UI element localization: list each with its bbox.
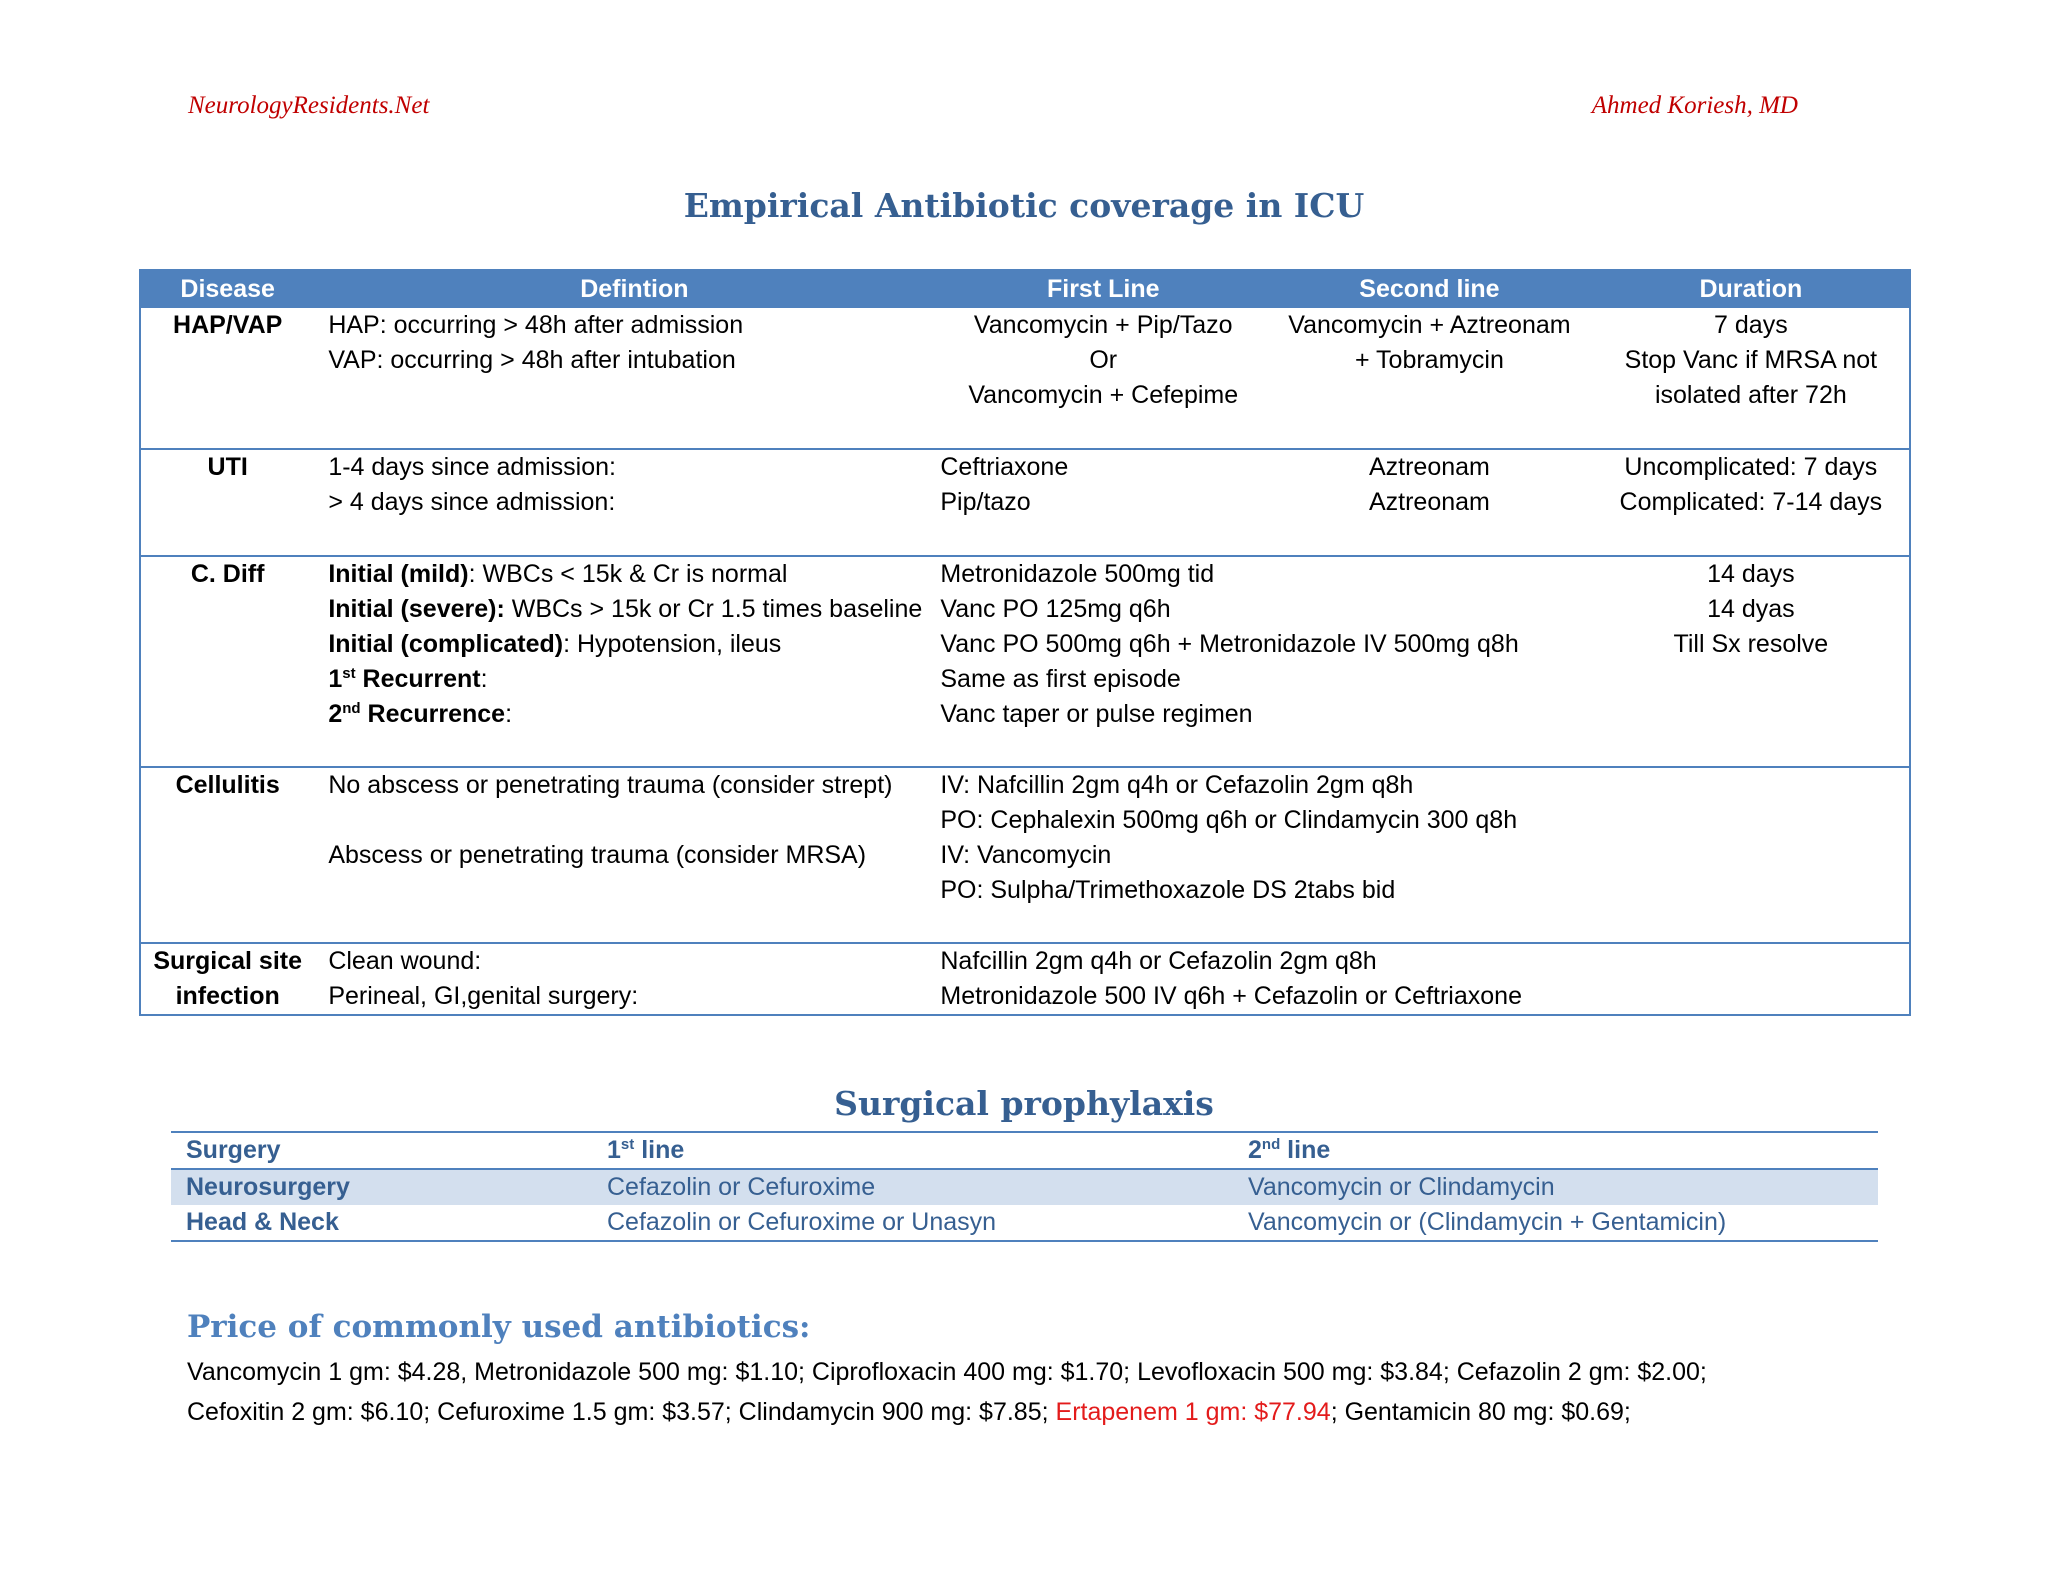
second-line-text: Aztreonam [1368,488,1490,516]
definition-line: > 4 days since admission: [328,488,616,516]
duration-text: Till Sx resolve [1673,630,1829,658]
definition-rest: : [480,665,488,693]
disease-cell: Cellulitis [175,771,280,799]
second-line-text: + Tobramycin [1354,346,1504,374]
surgery-cell: Neurosurgery [171,1169,592,1205]
treatment-line: IV: Nafcillin 2gm q4h or Cefazolin 2gm q8h [940,771,1414,799]
price-highlight: Ertapenem 1 gm: $77.94 [1055,1398,1331,1426]
definition-cell [314,308,940,449]
definition-rest: : Hypotension, ileus [563,630,782,658]
table-row-cellulitis [140,767,1910,943]
duration-cell [1593,943,1910,1015]
treatment-line: Vanc PO 500mg q6h + Metronidazole IV 500mg q8h [940,630,1519,658]
definition-rest: : WBCs < 15k & Cr is normal [468,560,788,588]
disease-cell: UTI [207,453,248,481]
disease-cell: HAP/VAP [173,311,283,339]
duration-text: Stop Vanc if MRSA not [1624,346,1878,374]
treatment-line: PO: Sulpha/Trimethoxazole DS 2tabs bid [940,876,1396,904]
first-line-text: Vancomycin + Cefepime [968,381,1239,409]
ordinal-number: 2 [328,700,343,728]
col-header-surgery: Surgery [171,1132,592,1169]
definition-line: VAP: occurring > 48h after intubation [328,346,736,374]
duration-cell [1593,308,1910,449]
ordinal-number: 1 [328,665,343,693]
definition-cell [314,449,940,556]
treatment-line: Vanc taper or pulse regimen [940,700,1253,728]
ordinal-suffix: nd [1261,1136,1281,1153]
treatment-cell [940,556,1592,767]
duration-cell [1593,449,1910,556]
table-row [171,1169,1878,1205]
price-segment: Cefoxitin 2 gm: $6.10; Cefuroxime 1.5 gm: $3.57; Clindamycin 900 mg: $7.85; [187,1398,1056,1426]
treatment-line: Nafcillin 2gm q4h or Cefazolin 2gm q8h [940,947,1377,975]
duration-text: Uncomplicated: 7 days [1624,453,1878,481]
first-line-cell: Cefazolin or Cefuroxime or Unasyn [607,1208,997,1236]
price-segment: ; Gentamicin 80 mg: $0.69; [1330,1398,1631,1426]
disease-line: Surgical site [153,947,302,975]
ordinal-suffix: st [620,1136,635,1153]
duration-text: isolated after 72h [1654,381,1847,409]
first-line-cell [940,449,1266,556]
prophylaxis-table [171,1131,1878,1242]
table-row-c-diff [140,556,1910,767]
prophylaxis-title: Surgical prophylaxis [834,1084,1214,1123]
disease-cell [140,943,314,1015]
icu-antibiotic-table [139,269,1911,1016]
disease-line: infection [175,982,280,1010]
definition-line: Perineal, GI,genital surgery: [328,982,639,1010]
second-line-cell: Vancomycin or (Clindamycin + Gentamicin) [1248,1208,1727,1236]
header-rest: line [634,1136,685,1164]
treatment-line: Vanc PO 125mg q6h [940,595,1171,623]
second-line-cell [1266,449,1593,556]
definition-bold: Initial (mild) [328,560,469,588]
duration-cell [1593,767,1910,943]
table-row [171,1205,1878,1241]
definition-cell [314,556,940,767]
duration-text: 7 days [1714,311,1788,339]
header-rest: line [1280,1136,1331,1164]
definition-line: 1-4 days since admission: [328,453,616,481]
ordinal-suffix: st [342,665,356,682]
definition-line [328,592,940,627]
definition-bold: Recurrent [355,665,481,693]
author-name: Ahmed Koriesh, MD [1591,92,1798,119]
col-header-first-line [592,1132,1233,1169]
definition-bold: Recurrence [360,700,506,728]
page-title: Empirical Antibiotic coverage in ICU [683,186,1365,225]
first-line-cell: Cefazolin or Cefuroxime [592,1169,1233,1205]
definition-line: Clean wound: [328,947,482,975]
duration-cell [1593,556,1910,767]
definition-line: No abscess or penetrating trauma (consider strept) [328,771,893,799]
definition-rest: : [505,700,513,728]
first-line-text: Ceftriaxone [940,453,1069,481]
definition-line: Abscess or penetrating trauma (consider MRSA) [328,841,867,869]
table-row-hap-vap [140,308,1910,449]
price-line: Vancomycin 1 gm: $4.28, Metronidazole 500 mg: $1.10; Ciprofloxacin 400 mg: $1.70; Levofloxacin 500 mg: $3.84; Cefazolin 2 gm: $2.00; [187,1358,1707,1386]
definition-line: HAP: occurring > 48h after admission [328,311,744,339]
col-header-disease: Disease [140,270,314,308]
site-name: NeurologyResidents.Net [188,92,430,119]
col-header-first-line: First Line [940,270,1266,308]
ordinal-suffix: nd [342,700,361,717]
treatment-line: IV: Vancomycin [940,841,1112,869]
second-line-cell [1266,308,1593,449]
col-header-second-line [1233,1132,1878,1169]
definition-line [328,697,940,732]
price-list [187,1352,1907,1432]
duration-text: Complicated: 7-14 days [1619,488,1883,516]
treatment-line: PO: Cephalexin 500mg q6h or Clindamycin 300 q8h [940,806,1518,834]
treatment-cell [940,767,1592,943]
first-line-text: Pip/tazo [940,488,1031,516]
disease-cell: C. Diff [190,560,265,588]
price-line [187,1392,1907,1432]
ordinal-number: 2 [1248,1136,1262,1164]
second-line-text: Aztreonam [1368,453,1490,481]
price-title: Price of commonly used antibiotics: [187,1309,811,1345]
treatment-line: Metronidazole 500mg tid [940,560,1215,588]
table-row-uti [140,449,1910,556]
table-row-surgical-site [140,943,1910,1015]
second-line-cell: Vancomycin or Clindamycin [1233,1169,1878,1205]
definition-spacer [328,803,940,838]
definition-line [328,662,940,697]
definition-line [328,557,940,592]
second-line-text: Vancomycin + Aztreonam [1288,311,1571,339]
definition-bold: Initial (severe): [328,595,505,623]
col-header-second-line: Second line [1266,270,1593,308]
treatment-line: Same as first episode [940,665,1181,693]
prophylaxis-header-row [171,1132,1878,1169]
definition-line [328,627,940,662]
table-header-row [140,270,1910,308]
duration-text: 14 dyas [1707,595,1795,623]
col-header-duration: Duration [1593,270,1910,308]
first-line-text: Vancomycin + Pip/Tazo [973,311,1233,339]
treatment-line: Metronidazole 500 IV q6h + Cefazolin or Ceftriaxone [940,982,1522,1010]
definition-cell [314,943,940,1015]
first-line-text: Or [1089,346,1118,374]
col-header-definition: Defintion [314,270,940,308]
first-line-cell [940,308,1266,449]
definition-bold: Initial (complicated) [328,630,564,658]
duration-text: 14 days [1707,560,1795,588]
definition-rest: WBCs > 15k or Cr 1.5 times baseline [504,595,923,623]
ordinal-number: 1 [607,1136,621,1164]
treatment-cell [940,943,1592,1015]
definition-cell [314,767,940,943]
surgery-cell: Head & Neck [186,1208,339,1236]
